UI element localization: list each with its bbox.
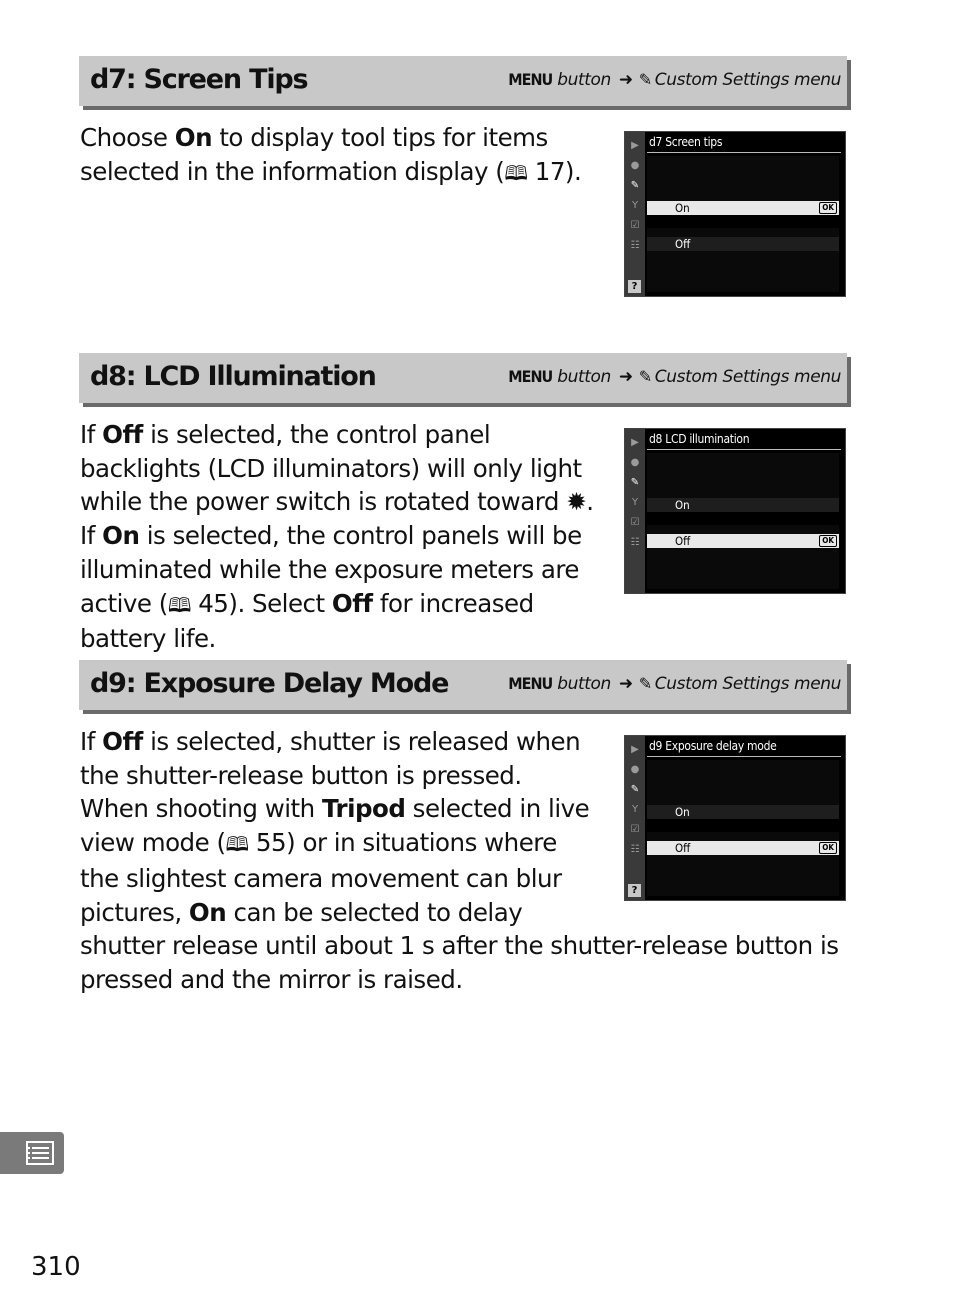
page-number: 310	[31, 1252, 81, 1282]
shooting-icon: ●	[630, 457, 640, 468]
section-body-d7	[80, 121, 600, 190]
ok-button-icon: OK	[819, 202, 837, 214]
screen-divider	[647, 152, 841, 153]
bold-term: Off	[102, 420, 143, 449]
menu-path: MENU button ➜ ✎ Custom Settings menu	[508, 367, 841, 387]
recent-settings-icon: ☷	[630, 537, 640, 548]
section-title: d8: LCD Illumination	[90, 361, 376, 392]
text-run: 17).	[527, 156, 582, 186]
playback-icon: ▶	[631, 140, 639, 151]
playback-icon: ▶	[631, 437, 639, 448]
bold-term: Off	[102, 727, 143, 756]
menu-guide-tab-icon	[0, 1132, 64, 1174]
text-run: is selected, the control panels will be illuminated while the exposure meters are active (	[80, 521, 582, 618]
bold-term: On	[102, 521, 140, 551]
recent-settings-icon: ☷	[630, 844, 640, 855]
text-run: for increased battery life.	[80, 588, 534, 654]
screen-title: d9 Exposure delay mode	[649, 739, 777, 753]
section-header	[79, 56, 847, 106]
bold-term: ✹	[566, 487, 587, 517]
bold-term: Off	[331, 588, 373, 618]
screen-title: d7 Screen tips	[649, 135, 723, 149]
menu-button-icon: MENU	[508, 674, 553, 693]
option-label: On	[675, 498, 690, 512]
option-label: Off	[675, 237, 691, 251]
recent-settings-icon: ☷	[630, 240, 640, 251]
ok-button-icon: OK	[819, 842, 837, 854]
section-body-d8	[80, 418, 610, 656]
option-label: Off	[675, 534, 691, 548]
screen-title: d8 LCD illumination	[649, 432, 750, 446]
screen-option-on[interactable]	[647, 805, 839, 819]
setup-icon: Y	[631, 200, 639, 211]
screen-side-menu	[625, 736, 645, 900]
menu-path: MENU button ➜ ✎ Custom Settings menu	[508, 674, 841, 694]
custom-settings-icon: ✎	[630, 784, 640, 795]
pencil-icon: ✎	[638, 674, 652, 693]
text-run: If	[80, 727, 103, 756]
text-run: If	[80, 420, 103, 449]
bold-term: On	[174, 123, 213, 152]
arrow-right-icon: ➜	[618, 367, 633, 387]
help-icon: ?	[628, 884, 641, 897]
screen-band	[647, 453, 839, 503]
screen-band	[647, 868, 839, 896]
menu-button-icon: MENU	[508, 367, 553, 386]
arrow-right-icon: ➜	[618, 70, 633, 90]
text-run: Choose	[80, 123, 175, 152]
retouch-icon: ☑	[630, 517, 640, 528]
book-reference-icon: 🕮	[167, 592, 191, 617]
camera-screen-d8	[624, 428, 846, 594]
screen-option-off[interactable]	[647, 237, 839, 251]
playback-icon: ▶	[631, 744, 639, 755]
retouch-icon: ☑	[630, 824, 640, 835]
custom-settings-icon: ✎	[630, 477, 640, 488]
menu-path: MENU button ➜ ✎ Custom Settings menu	[508, 70, 841, 90]
arrow-right-icon: ➜	[618, 674, 633, 694]
section-title: d9: Exposure Delay Mode	[90, 668, 449, 699]
help-icon: ?	[628, 280, 641, 293]
list-icon	[26, 1141, 54, 1165]
screen-band	[647, 264, 839, 292]
screen-band	[647, 156, 839, 206]
screen-band	[647, 561, 839, 589]
bold-term: Tripod	[321, 794, 406, 824]
setup-icon: Y	[631, 804, 639, 815]
text-run: . If	[80, 487, 594, 551]
screen-side-menu	[625, 132, 645, 296]
screen-option-off[interactable]	[647, 534, 839, 548]
screen-band	[647, 760, 839, 810]
book-reference-icon: 🕮	[225, 832, 249, 857]
setup-icon: Y	[631, 497, 639, 508]
bold-term: On	[188, 897, 227, 927]
shooting-icon: ●	[630, 764, 640, 775]
screen-option-on[interactable]	[647, 201, 839, 215]
screen-option-on[interactable]	[647, 498, 839, 512]
option-label: On	[675, 201, 690, 215]
screen-divider	[647, 756, 841, 757]
text-run: is selected, shutter is released when the shutter-release button is pressed. When shooting with	[80, 727, 581, 824]
section-title: d7: Screen Tips	[90, 64, 308, 95]
ok-button-icon: OK	[819, 535, 837, 547]
option-label: Off	[675, 841, 691, 855]
retouch-icon: ☑	[630, 220, 640, 231]
text-run: to display tool tips for items selected in the information display (	[80, 123, 548, 186]
text-run: is selected, the control panel backlights (LCD illuminators) will only light while the power switch is rotated toward	[80, 420, 582, 517]
screen-side-menu	[625, 429, 645, 593]
section-header	[79, 660, 847, 710]
screen-divider	[647, 449, 841, 450]
camera-screen-d9	[624, 735, 846, 901]
menu-button-icon: MENU	[508, 70, 553, 89]
camera-screen-d7	[624, 131, 846, 297]
text-run: selected in live view mode (	[80, 794, 590, 858]
custom-settings-icon: ✎	[630, 180, 640, 191]
book-reference-icon: 🕮	[504, 160, 528, 185]
option-label: On	[675, 805, 690, 819]
text-run: 45). Select	[190, 588, 332, 618]
text-run: can be selected to delay shutter release until about 1 s after the shutter-release button is pressed and the mirror is raised.	[80, 897, 839, 994]
pencil-icon: ✎	[638, 367, 652, 386]
screen-option-off[interactable]	[647, 841, 839, 855]
text-run: 55) or in situations where the slightest camera movement can blur pictures,	[80, 828, 562, 927]
shooting-icon: ●	[630, 160, 640, 171]
pencil-icon: ✎	[638, 70, 652, 89]
section-header	[79, 353, 847, 403]
